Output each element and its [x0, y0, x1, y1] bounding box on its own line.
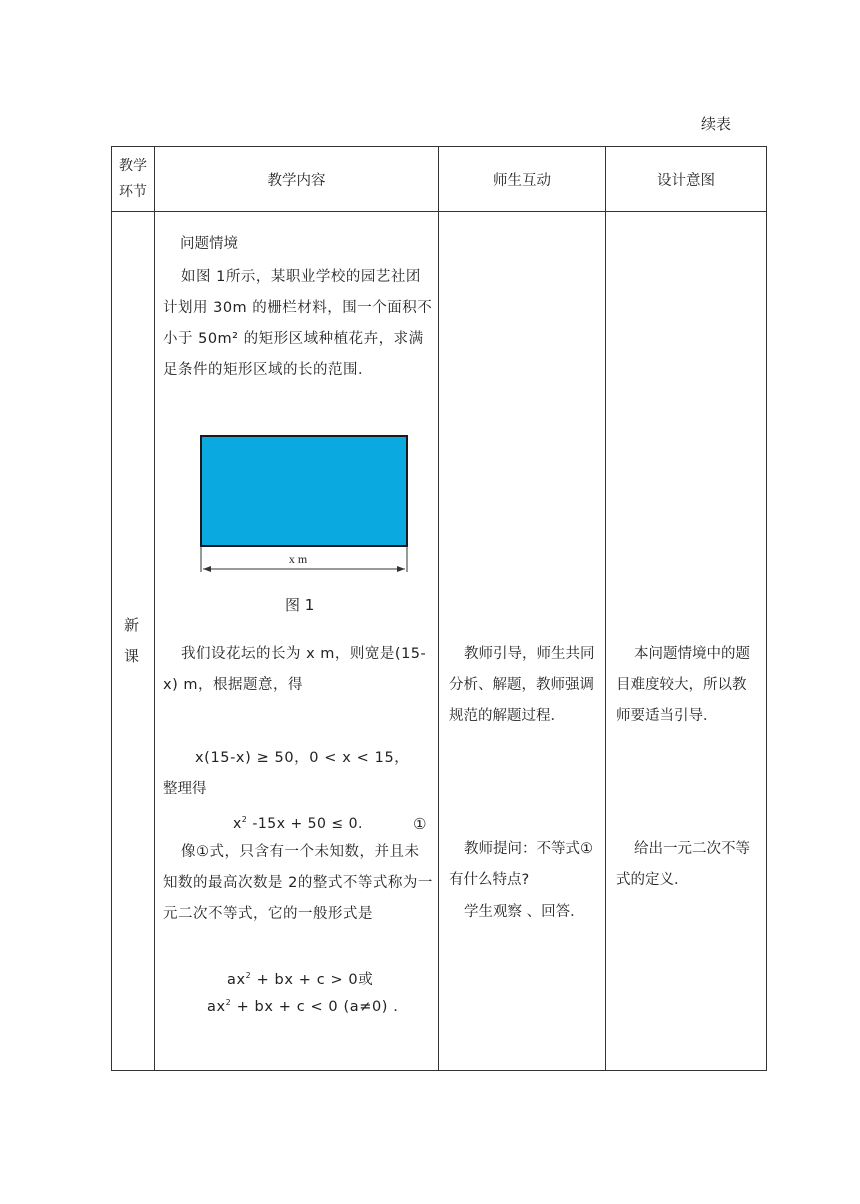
- garden-rectangle: [201, 436, 407, 546]
- header-content: 教学内容: [155, 147, 439, 212]
- intent-item-2: 给出一元二次不等式的定义．: [616, 841, 750, 888]
- content-cell: [155, 212, 439, 1071]
- problem-text: 如图 1所示，某职业学校的园艺社团计划用 30m 的栅栏材料，围一个面积不小于 50m² 的矩形区域种植花卉，求满足条件的矩形区域的长的范围．: [163, 269, 433, 378]
- figure-1: [190, 430, 410, 580]
- header-section: [112, 147, 155, 212]
- interaction-item-1: 教师引导，师生共同分析、解题，教师强调规范的解题过程．: [449, 646, 595, 724]
- general-form-2: $ax^2$ + bx + c < 0 (a≠0) .: [207, 998, 399, 1015]
- intent-cell: [606, 212, 767, 1071]
- intent-item-1: 本问题情境中的题目难度较大，所以教师要适当引导．: [616, 646, 750, 724]
- section-label: 新课: [124, 616, 140, 665]
- inequality-2-marker: ①: [413, 815, 427, 833]
- definition-text: 像①式，只含有一个未知数，并且未知数的最高次数是 2的整式不等式称为一元二次不等式，它的一般形式是: [163, 844, 433, 922]
- lesson-plan-table: [111, 146, 767, 1071]
- header-interaction: 师生互动: [439, 147, 606, 212]
- inequality-1: x(15-x) ≥ 50，0 < x < 15，: [195, 750, 410, 766]
- table-header-row: [112, 147, 767, 212]
- content-heading: 问题情境: [180, 236, 238, 252]
- let-text: 我们设花坛的长为 x m，则宽是(15-x) m，根据题意，得: [163, 646, 427, 693]
- simplify-text: 整理得: [163, 781, 207, 797]
- figure-caption: 图 1: [285, 596, 315, 614]
- header-section-text: 教学环节: [119, 158, 147, 200]
- header-intent: 设计意图: [606, 147, 767, 212]
- interaction-cell: [439, 212, 606, 1071]
- table-body-row: [112, 212, 767, 1071]
- inequality-2: $x^2$ -15x + 50 ≤ 0.: [233, 815, 363, 832]
- general-form-1: $ax^2$ + bx + c > 0或: [227, 971, 374, 988]
- interaction-item-3: 学生观察 、回答．: [464, 904, 585, 920]
- section-cell: [112, 212, 155, 1071]
- interaction-item-2: 教师提问：不等式①有什么特点?: [449, 841, 593, 888]
- dimension-label: x m: [288, 552, 308, 566]
- continuation-label: 续表: [701, 115, 732, 133]
